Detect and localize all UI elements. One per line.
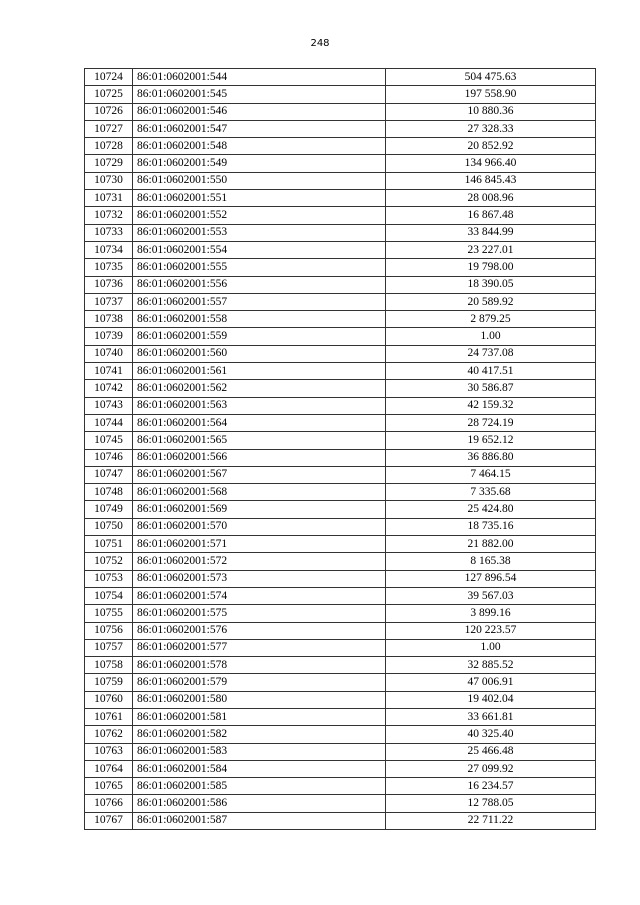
value-cell: 19 652.12: [386, 432, 596, 449]
cadastral-number-cell: 86:01:0602001:571: [133, 536, 386, 553]
row-number-cell: 10763: [85, 743, 133, 760]
cadastral-number-cell: 86:01:0602001:566: [133, 449, 386, 466]
page-number: 248: [310, 38, 330, 49]
value-cell: 12 788.05: [386, 795, 596, 812]
value-cell: 16 867.48: [386, 207, 596, 224]
table-row: [85, 708, 596, 725]
value-cell: 42 159.32: [386, 397, 596, 414]
value-cell: 25 424.80: [386, 501, 596, 518]
cadastral-number-cell: 86:01:0602001:553: [133, 224, 386, 241]
cadastral-number-cell: 86:01:0602001:574: [133, 587, 386, 604]
row-number-cell: 10727: [85, 120, 133, 137]
value-cell: 40 417.51: [386, 363, 596, 380]
table-row: [85, 432, 596, 449]
table-row: [85, 241, 596, 258]
row-number-cell: 10735: [85, 259, 133, 276]
cadastral-number-cell: 86:01:0602001:563: [133, 397, 386, 414]
table-row: [85, 639, 596, 656]
value-cell: 33 844.99: [386, 224, 596, 241]
row-number-cell: 10734: [85, 241, 133, 258]
table-row: [85, 311, 596, 328]
row-number-cell: 10761: [85, 708, 133, 725]
table-row: [85, 120, 596, 137]
table-row: [85, 743, 596, 760]
table-row: [85, 172, 596, 189]
cadastral-number-cell: 86:01:0602001:551: [133, 190, 386, 207]
table-row: [85, 207, 596, 224]
cadastral-number-cell: 86:01:0602001:544: [133, 69, 386, 86]
value-cell: 7 335.68: [386, 484, 596, 501]
value-cell: 30 586.87: [386, 380, 596, 397]
row-number-cell: 10725: [85, 86, 133, 103]
value-cell: 134 966.40: [386, 155, 596, 172]
value-cell: 20 852.92: [386, 138, 596, 155]
row-number-cell: 10752: [85, 553, 133, 570]
cadastral-number-cell: 86:01:0602001:582: [133, 726, 386, 743]
value-cell: 127 896.54: [386, 570, 596, 587]
value-cell: 1.00: [386, 328, 596, 345]
cadastral-number-cell: 86:01:0602001:578: [133, 657, 386, 674]
row-number-cell: 10730: [85, 172, 133, 189]
table-row: [85, 518, 596, 535]
table-row: [85, 397, 596, 414]
row-number-cell: 10731: [85, 190, 133, 207]
cadastral-number-cell: 86:01:0602001:569: [133, 501, 386, 518]
table-row: [85, 276, 596, 293]
row-number-cell: 10743: [85, 397, 133, 414]
value-cell: 25 466.48: [386, 743, 596, 760]
cadastral-number-cell: 86:01:0602001:585: [133, 778, 386, 795]
row-number-cell: 10729: [85, 155, 133, 172]
table-row: [85, 328, 596, 345]
value-cell: 146 845.43: [386, 172, 596, 189]
cadastral-number-cell: 86:01:0602001:562: [133, 380, 386, 397]
row-number-cell: 10750: [85, 518, 133, 535]
cadastral-number-cell: 86:01:0602001:560: [133, 345, 386, 362]
value-cell: 23 227.01: [386, 241, 596, 258]
table-row: [85, 605, 596, 622]
table-row: [85, 760, 596, 777]
table-row: [85, 345, 596, 362]
table-row: [85, 587, 596, 604]
row-number-cell: 10751: [85, 536, 133, 553]
value-cell: 16 234.57: [386, 778, 596, 795]
value-cell: 1.00: [386, 639, 596, 656]
cadastral-number-cell: 86:01:0602001:573: [133, 570, 386, 587]
cadastral-number-cell: 86:01:0602001:545: [133, 86, 386, 103]
value-cell: 120 223.57: [386, 622, 596, 639]
table-row: [85, 449, 596, 466]
row-number-cell: 10726: [85, 103, 133, 120]
row-number-cell: 10741: [85, 363, 133, 380]
table-body: [85, 69, 596, 830]
value-cell: 10 880.36: [386, 103, 596, 120]
table-row: [85, 674, 596, 691]
table-row: [85, 778, 596, 795]
table-row: [85, 380, 596, 397]
value-cell: 40 325.40: [386, 726, 596, 743]
cadastral-number-cell: 86:01:0602001:568: [133, 484, 386, 501]
cadastral-number-cell: 86:01:0602001:565: [133, 432, 386, 449]
table-row: [85, 155, 596, 172]
cadastral-number-cell: 86:01:0602001:575: [133, 605, 386, 622]
cadastral-number-cell: 86:01:0602001:557: [133, 293, 386, 310]
value-cell: 19 402.04: [386, 691, 596, 708]
cadastral-number-cell: 86:01:0602001:558: [133, 311, 386, 328]
row-number-cell: 10724: [85, 69, 133, 86]
cadastral-number-cell: 86:01:0602001:549: [133, 155, 386, 172]
table-row: [85, 570, 596, 587]
cadastral-number-cell: 86:01:0602001:567: [133, 466, 386, 483]
row-number-cell: 10728: [85, 138, 133, 155]
row-number-cell: 10732: [85, 207, 133, 224]
row-number-cell: 10762: [85, 726, 133, 743]
cadastral-table: [84, 68, 596, 830]
cadastral-number-cell: 86:01:0602001:548: [133, 138, 386, 155]
row-number-cell: 10745: [85, 432, 133, 449]
value-cell: 2 879.25: [386, 311, 596, 328]
table-row: [85, 726, 596, 743]
table-row: [85, 657, 596, 674]
table-row: [85, 536, 596, 553]
cadastral-number-cell: 86:01:0602001:572: [133, 553, 386, 570]
value-cell: 27 328.33: [386, 120, 596, 137]
value-cell: 32 885.52: [386, 657, 596, 674]
row-number-cell: 10756: [85, 622, 133, 639]
cadastral-number-cell: 86:01:0602001:561: [133, 363, 386, 380]
value-cell: 28 008.96: [386, 190, 596, 207]
row-number-cell: 10744: [85, 414, 133, 431]
value-cell: 7 464.15: [386, 466, 596, 483]
cadastral-number-cell: 86:01:0602001:546: [133, 103, 386, 120]
row-number-cell: 10740: [85, 345, 133, 362]
table-row: [85, 103, 596, 120]
value-cell: 19 798.00: [386, 259, 596, 276]
cadastral-number-cell: 86:01:0602001:584: [133, 760, 386, 777]
table-row: [85, 466, 596, 483]
table-row: [85, 138, 596, 155]
row-number-cell: 10747: [85, 466, 133, 483]
cadastral-number-cell: 86:01:0602001:587: [133, 812, 386, 829]
row-number-cell: 10753: [85, 570, 133, 587]
cadastral-number-cell: 86:01:0602001:554: [133, 241, 386, 258]
row-number-cell: 10748: [85, 484, 133, 501]
table-row: [85, 224, 596, 241]
value-cell: 33 661.81: [386, 708, 596, 725]
row-number-cell: 10760: [85, 691, 133, 708]
row-number-cell: 10755: [85, 605, 133, 622]
row-number-cell: 10749: [85, 501, 133, 518]
row-number-cell: 10758: [85, 657, 133, 674]
value-cell: 39 567.03: [386, 587, 596, 604]
cadastral-number-cell: 86:01:0602001:577: [133, 639, 386, 656]
value-cell: 18 735.16: [386, 518, 596, 535]
row-number-cell: 10764: [85, 760, 133, 777]
table-row: [85, 691, 596, 708]
value-cell: 27 099.92: [386, 760, 596, 777]
table-row: [85, 812, 596, 829]
cadastral-number-cell: 86:01:0602001:581: [133, 708, 386, 725]
cadastral-number-cell: 86:01:0602001:579: [133, 674, 386, 691]
cadastral-number-cell: 86:01:0602001:550: [133, 172, 386, 189]
row-number-cell: 10757: [85, 639, 133, 656]
value-cell: 8 165.38: [386, 553, 596, 570]
cadastral-number-cell: 86:01:0602001:552: [133, 207, 386, 224]
value-cell: 47 006.91: [386, 674, 596, 691]
table-row: [85, 553, 596, 570]
value-cell: 3 899.16: [386, 605, 596, 622]
value-cell: 21 882.00: [386, 536, 596, 553]
row-number-cell: 10746: [85, 449, 133, 466]
row-number-cell: 10767: [85, 812, 133, 829]
cadastral-number-cell: 86:01:0602001:556: [133, 276, 386, 293]
row-number-cell: 10737: [85, 293, 133, 310]
table-row: [85, 293, 596, 310]
table-row: [85, 414, 596, 431]
cadastral-number-cell: 86:01:0602001:580: [133, 691, 386, 708]
cadastral-number-cell: 86:01:0602001:576: [133, 622, 386, 639]
row-number-cell: 10736: [85, 276, 133, 293]
value-cell: 504 475.63: [386, 69, 596, 86]
value-cell: 22 711.22: [386, 812, 596, 829]
cadastral-number-cell: 86:01:0602001:547: [133, 120, 386, 137]
value-cell: 28 724.19: [386, 414, 596, 431]
value-cell: 20 589.92: [386, 293, 596, 310]
table-row: [85, 69, 596, 86]
table-row: [85, 622, 596, 639]
table-row: [85, 86, 596, 103]
table-row: [85, 795, 596, 812]
value-cell: 36 886.80: [386, 449, 596, 466]
table-row: [85, 363, 596, 380]
value-cell: 18 390.05: [386, 276, 596, 293]
row-number-cell: 10733: [85, 224, 133, 241]
cadastral-number-cell: 86:01:0602001:564: [133, 414, 386, 431]
cadastral-number-cell: 86:01:0602001:586: [133, 795, 386, 812]
table-row: [85, 259, 596, 276]
table-row: [85, 484, 596, 501]
table-row: [85, 501, 596, 518]
value-cell: 24 737.08: [386, 345, 596, 362]
row-number-cell: 10754: [85, 587, 133, 604]
cadastral-number-cell: 86:01:0602001:570: [133, 518, 386, 535]
row-number-cell: 10765: [85, 778, 133, 795]
row-number-cell: 10739: [85, 328, 133, 345]
cadastral-number-cell: 86:01:0602001:559: [133, 328, 386, 345]
cadastral-number-cell: 86:01:0602001:555: [133, 259, 386, 276]
table-row: [85, 190, 596, 207]
value-cell: 197 558.90: [386, 86, 596, 103]
row-number-cell: 10738: [85, 311, 133, 328]
row-number-cell: 10766: [85, 795, 133, 812]
row-number-cell: 10742: [85, 380, 133, 397]
cadastral-number-cell: 86:01:0602001:583: [133, 743, 386, 760]
row-number-cell: 10759: [85, 674, 133, 691]
